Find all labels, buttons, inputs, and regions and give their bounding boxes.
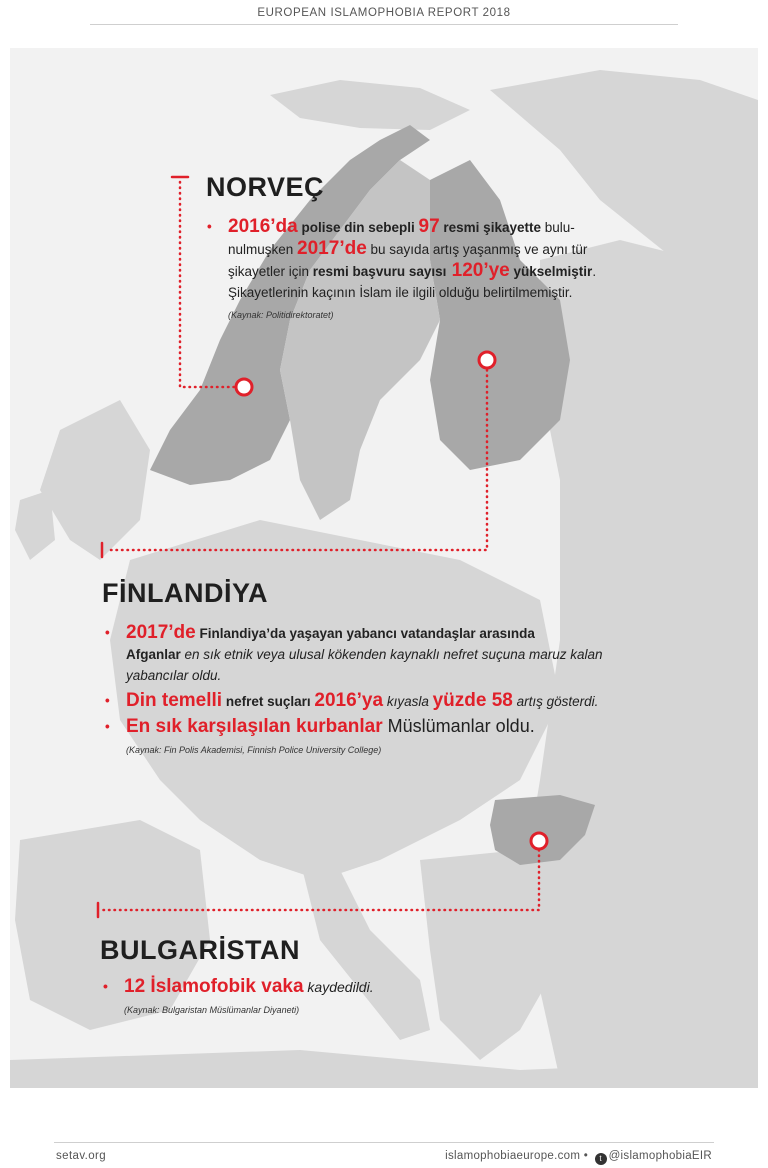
footer-site-link[interactable]: setav.org <box>56 1150 107 1162</box>
finland-source: (Kaynak: Fin Polis Akademisi, Finnish Police University College) <box>126 745 382 755</box>
british-isles <box>40 400 150 560</box>
bulgaria-source: (Kaynak: Bulgaristan Müslümanlar Diyaneti) <box>124 1005 300 1015</box>
bullet-dot: • <box>103 978 108 994</box>
bullet-dot: • <box>105 625 110 640</box>
finland-text: Din temelli <box>126 690 223 711</box>
norway-year-2017: 2017’de <box>297 238 367 259</box>
finland-title: FİNLANDİYA <box>102 578 269 608</box>
bulgaria-bullets <box>100 976 700 1025</box>
finland-bullet <box>102 622 752 686</box>
norway-text: resmi başvuru sayısı <box>312 264 447 279</box>
report-title: EUROPEAN ISLAMOPHOBIA REPORT 2018 <box>257 7 511 19</box>
norway-text: yükselmiştir <box>509 264 593 279</box>
norway-text: resmi şikayette <box>439 220 541 235</box>
finland-text: Finlandiya’da yaşayan yabancı vatandaşlar arasında <box>195 626 535 641</box>
norway-text: bulu- <box>540 220 575 235</box>
norway-text: bu sayıda artış yaşanmış ve aynı tür <box>366 242 588 257</box>
finland-text: Afganlar <box>126 647 181 662</box>
balkans <box>420 850 560 1060</box>
bullet-dot: • <box>207 219 212 234</box>
norway-text: nulmuşken <box>228 242 298 257</box>
norway-bullet <box>204 216 724 326</box>
bulgaria-marker <box>531 833 547 849</box>
footer-divider <box>54 1142 714 1143</box>
finland-text: en sık etnik veya ulusal kökenden kaynaklı nefret suçuna maruz kalan <box>180 647 603 662</box>
bullet-dot: • <box>105 719 110 734</box>
norway-text: şikayetler için <box>228 264 313 279</box>
finland-marker <box>479 352 495 368</box>
finland-text: artış gösterdi. <box>512 694 599 709</box>
bullet-dot: • <box>105 693 110 708</box>
norway-bullets <box>204 216 724 330</box>
twitter-handle-link[interactable]: @islamophobiaEIR <box>608 1150 712 1162</box>
norway-title: NORVEÇ <box>206 172 325 202</box>
finland-text: Müslümanlar oldu. <box>382 716 535 736</box>
finland-year-2017: 2017’de <box>126 622 196 643</box>
norway-year-2016: 2016’da <box>228 216 298 237</box>
footer-website-link[interactable]: islamophobiaeurope.com <box>445 1150 581 1162</box>
norway-count-97: 97 <box>418 216 440 237</box>
finland-bullet <box>102 690 752 712</box>
norway-source: (Kaynak: Politidirektoratet) <box>228 310 334 320</box>
finland-text: nefret suçları <box>222 694 315 709</box>
finland-text: En sık karşılaşılan kurbanlar <box>126 716 383 737</box>
finland-year-2016: 2016’ya <box>314 690 384 711</box>
footer-separator: • <box>583 1150 589 1162</box>
finland-bullet <box>102 716 752 761</box>
greenland-iceland-land <box>270 80 470 130</box>
bulgaria-title: BULGARİSTAN <box>100 935 300 965</box>
norway-text: Şikayetlerinin kaçının İslam ile ilgili olduğu belirtilmemiştir. <box>228 285 573 300</box>
bulgaria-text: kaydedildi. <box>303 979 374 995</box>
norway-count-120: 120’ye <box>446 260 510 281</box>
finland-text: kıyasla <box>383 694 433 709</box>
footer-right <box>445 1150 712 1165</box>
norway-text: . <box>592 264 597 279</box>
norway-marker <box>236 379 252 395</box>
norway-text: polise din sebepli <box>297 220 419 235</box>
finland-text: yabancılar oldu. <box>126 668 222 683</box>
finland-bullets <box>102 622 752 765</box>
ireland <box>15 490 55 560</box>
bulgaria-count-12: 12 İslamofobik vaka <box>124 976 304 997</box>
twitter-icon: t <box>595 1153 607 1165</box>
finland-percent-58: yüzde 58 <box>432 690 513 711</box>
bulgaria-bullet <box>100 976 700 1021</box>
